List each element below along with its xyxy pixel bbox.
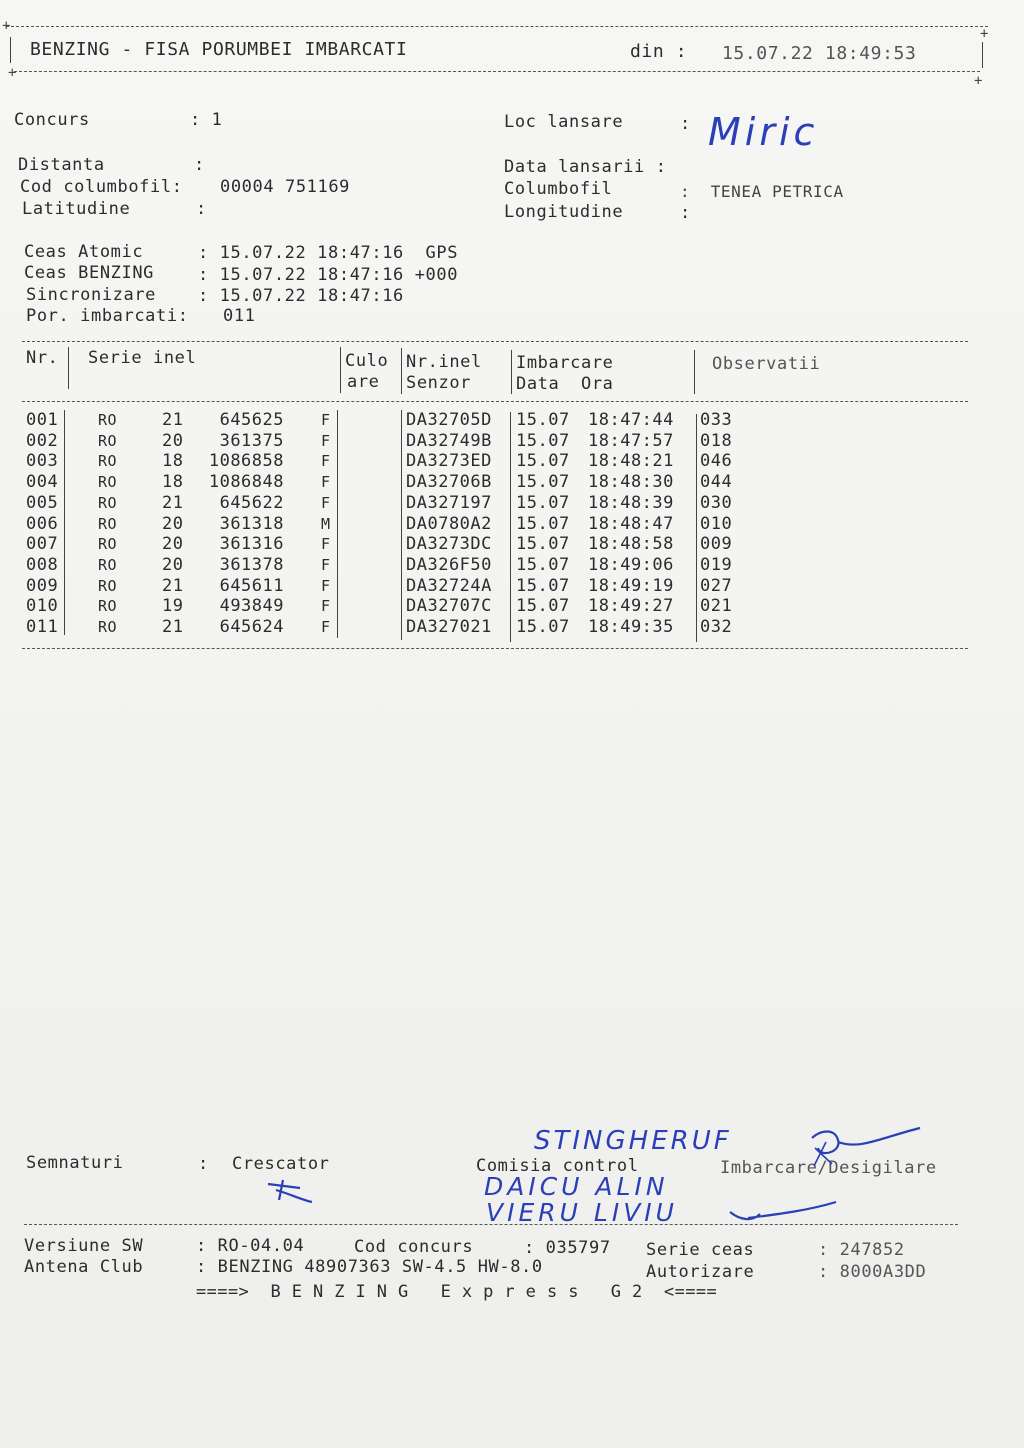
latitudine-label: Latitudine [22, 199, 131, 219]
cell-year: 20 [162, 430, 184, 451]
sincronizare-value: : 15.07.22 18:47:16 [198, 286, 404, 306]
cell-senzor: DA32724A [406, 575, 492, 596]
cell-ring: 361318 [219, 513, 284, 534]
cell-time: 18:47:44 [588, 410, 674, 430]
cell-sex: F [321, 411, 331, 429]
cell-observatii: 009 [700, 534, 733, 555]
cell-senzor: DA32705D [406, 410, 492, 430]
corner-plus: + [2, 18, 11, 34]
signature-name-1: STINGHERUF [534, 1126, 732, 1156]
col-header-observatii: Observatii [712, 354, 821, 374]
semnaturi-colon: : [198, 1154, 209, 1174]
data-lansarii-label: Data lansarii : [504, 157, 667, 177]
loc-lansare-label: Loc lansare [504, 112, 624, 132]
cell-country: RO [98, 576, 118, 595]
autorizare-value: : 8000A3DD [818, 1262, 927, 1282]
crescator-signature [268, 1180, 312, 1202]
signature-scribble [812, 1128, 920, 1153]
cell-country: RO [98, 514, 118, 533]
cell-date: 15.07 [516, 575, 570, 596]
cell-nr: 003 [26, 451, 59, 472]
cell-country: RO [98, 411, 118, 429]
cell-time: 18:48:58 [588, 534, 674, 555]
cell-date: 15.07 [516, 410, 570, 430]
col-header-culoare-1: Culo [345, 351, 389, 371]
cell-senzor: DA327197 [406, 492, 492, 513]
cell-senzor: DA32706B [406, 472, 492, 493]
cell-ring: 361316 [219, 534, 284, 555]
col-header-serie: Serie inel [88, 348, 197, 368]
distanta-value: : [194, 155, 205, 175]
cell-time: 18:49:06 [588, 554, 674, 575]
cell-ring: 1086848 [208, 472, 284, 493]
cell-date: 15.07 [516, 513, 570, 534]
concurs-label: Concurs [14, 110, 90, 130]
cell-sex: F [321, 576, 331, 595]
cell-senzor: DA32707C [406, 596, 492, 617]
cell-ring: 645625 [219, 410, 284, 430]
latitudine-value: : [196, 199, 207, 219]
cell-time: 18:47:57 [588, 430, 674, 451]
signature-name-3: VIERU LIVIU [486, 1198, 678, 1227]
versiune-sw-label: Versiune SW [24, 1236, 144, 1256]
signature-name-2: DAICU ALIN [484, 1172, 669, 1201]
sincronizare-label: Sincronizare [26, 285, 157, 305]
cell-ring: 645611 [219, 575, 284, 596]
antena-club-label: Antena Club [24, 1257, 144, 1277]
cell-observatii: 021 [700, 596, 733, 617]
corner-plus: + [980, 26, 989, 42]
cell-nr: 008 [26, 554, 59, 575]
col-header-culoare-2: are [347, 372, 380, 392]
cod-columbofil-label: Cod columbofil: [20, 177, 183, 197]
page-title: BENZING - FISA PORUMBEI IMBARCATI [30, 39, 408, 60]
ceas-atomic-value: : 15.07.22 18:47:16 GPS [198, 243, 459, 263]
comisia-control-label: Comisia control [476, 1156, 639, 1176]
crescator-label: Crescator [232, 1154, 330, 1174]
cell-country: RO [98, 473, 118, 492]
cell-time: 18:48:30 [588, 472, 674, 493]
cell-sex: F [321, 535, 331, 554]
cell-date: 15.07 [516, 472, 570, 493]
cell-ring: 1086858 [208, 451, 284, 472]
serie-ceas-value: : 247852 [818, 1240, 905, 1260]
corner-plus: + [974, 73, 983, 89]
cell-ring: 493849 [219, 596, 284, 617]
cell-time: 18:49:35 [588, 617, 674, 637]
cell-country: RO [98, 493, 118, 512]
cell-ring: 645624 [219, 617, 284, 637]
col-header-nr: Nr. [26, 348, 59, 368]
cell-nr: 002 [26, 430, 59, 451]
col-header-nrinel-1: Nr.inel [406, 352, 482, 372]
cell-year: 20 [162, 534, 184, 555]
imbarcare-desigilare-label: Imbarcare/Desigilare [720, 1158, 937, 1178]
cell-time: 18:49:19 [588, 575, 674, 596]
cell-senzor: DA0780A2 [406, 513, 492, 534]
cell-nr: 005 [26, 492, 59, 513]
col-header-imbarcare-2: Data Ora [516, 374, 614, 394]
versiune-sw-value: : RO-04.04 [196, 1236, 305, 1256]
cell-sex: F [321, 473, 331, 492]
cell-sex: M [321, 514, 331, 533]
cell-observatii: 010 [700, 513, 733, 534]
cell-nr: 001 [26, 410, 59, 430]
loc-lansare-value: : [680, 114, 691, 134]
cell-date: 15.07 [516, 596, 570, 617]
cell-senzor: DA3273DC [406, 534, 492, 555]
cell-date: 15.07 [516, 492, 570, 513]
footer-top-rule [24, 1224, 958, 1225]
cell-date: 15.07 [516, 554, 570, 575]
longitudine-label: Longitudine [504, 202, 624, 222]
concurs-value: : 1 [190, 110, 223, 130]
cell-senzor: DA3273ED [406, 451, 492, 472]
cell-ring: 361378 [219, 554, 284, 575]
cod-columbofil-value: 00004 751169 [220, 177, 351, 197]
cell-sex: F [321, 597, 331, 616]
din-label: din : [630, 41, 688, 62]
cell-nr: 004 [26, 472, 59, 493]
cell-country: RO [98, 597, 118, 616]
cell-observatii: 018 [700, 430, 733, 451]
cell-date: 15.07 [516, 534, 570, 555]
cell-sex: F [321, 431, 331, 450]
columbofil-label: Columbofil [504, 179, 613, 199]
cell-observatii: 030 [700, 492, 733, 513]
col-header-imbarcare-1: Imbarcare [516, 353, 614, 373]
cell-senzor: DA32749B [406, 430, 492, 451]
cell-nr: 007 [26, 534, 59, 555]
cell-sex: F [321, 493, 331, 512]
por-imbarcati-label: Por. imbarcati: [26, 306, 189, 326]
ceas-atomic-label: Ceas Atomic [24, 242, 144, 262]
cell-senzor: DA327021 [406, 617, 492, 637]
antena-club-value: : BENZING 48907363 SW-4.5 HW-8.0 [196, 1257, 543, 1277]
cell-time: 18:48:21 [588, 451, 674, 472]
cell-observatii: 032 [700, 617, 733, 637]
benzing-express-banner: ====> B E N Z I N G E x p r e s s G 2 <==== [196, 1282, 718, 1302]
cell-observatii: 044 [700, 472, 733, 493]
ceas-benzing-value: : 15.07.22 18:47:16 +000 [198, 265, 459, 285]
cell-time: 18:48:39 [588, 492, 674, 513]
cell-year: 21 [162, 492, 184, 513]
cell-observatii: 019 [700, 554, 733, 575]
cell-country: RO [98, 618, 118, 636]
print-datetime: 15.07.22 18:49:53 [722, 43, 917, 64]
cell-country: RO [98, 555, 118, 574]
cell-sex: F [321, 618, 331, 636]
cell-nr: 010 [26, 596, 59, 617]
columbofil-value: : TENEA PETRICA [680, 182, 844, 201]
cell-date: 15.07 [516, 451, 570, 472]
cell-sex: F [321, 452, 331, 471]
autorizare-label: Autorizare [646, 1262, 755, 1282]
cell-year: 18 [162, 451, 184, 472]
cell-ring: 361375 [219, 430, 284, 451]
loc-lansare-handwritten: Miric [708, 110, 819, 154]
serie-ceas-label: Serie ceas [646, 1240, 755, 1260]
cell-year: 20 [162, 554, 184, 575]
cell-observatii: 027 [700, 575, 733, 596]
ceas-benzing-label: Ceas BENZING [24, 263, 155, 283]
cell-year: 20 [162, 513, 184, 534]
corner-plus: + [8, 65, 17, 81]
cod-concurs-label: Cod concurs [354, 1237, 474, 1257]
cell-year: 21 [162, 575, 184, 596]
cell-nr: 011 [26, 617, 59, 637]
cell-time: 18:48:47 [588, 513, 674, 534]
cell-year: 21 [162, 410, 184, 430]
cell-senzor: DA326F50 [406, 554, 492, 575]
cell-time: 18:49:27 [588, 596, 674, 617]
cell-country: RO [98, 535, 118, 554]
por-imbarcati-value: 011 [223, 306, 256, 326]
cell-year: 18 [162, 472, 184, 493]
cell-nr: 006 [26, 513, 59, 534]
cod-concurs-value: : 035797 [524, 1238, 611, 1258]
semnaturi-label: Semnaturi [26, 1153, 124, 1173]
cell-country: RO [98, 431, 118, 450]
signature-scribble [730, 1202, 836, 1219]
cell-nr: 009 [26, 575, 59, 596]
longitudine-value: : [680, 203, 691, 223]
cell-observatii: 046 [700, 451, 733, 472]
cell-year: 19 [162, 596, 184, 617]
cell-date: 15.07 [516, 430, 570, 451]
cell-observatii: 033 [700, 410, 733, 430]
cell-date: 15.07 [516, 617, 570, 637]
cell-sex: F [321, 555, 331, 574]
distanta-label: Distanta [18, 155, 105, 175]
signature-scribble [814, 1142, 832, 1166]
cell-year: 21 [162, 617, 184, 637]
cell-ring: 645622 [219, 492, 284, 513]
col-header-nrinel-2: Senzor [406, 373, 472, 393]
cell-country: RO [98, 452, 118, 471]
